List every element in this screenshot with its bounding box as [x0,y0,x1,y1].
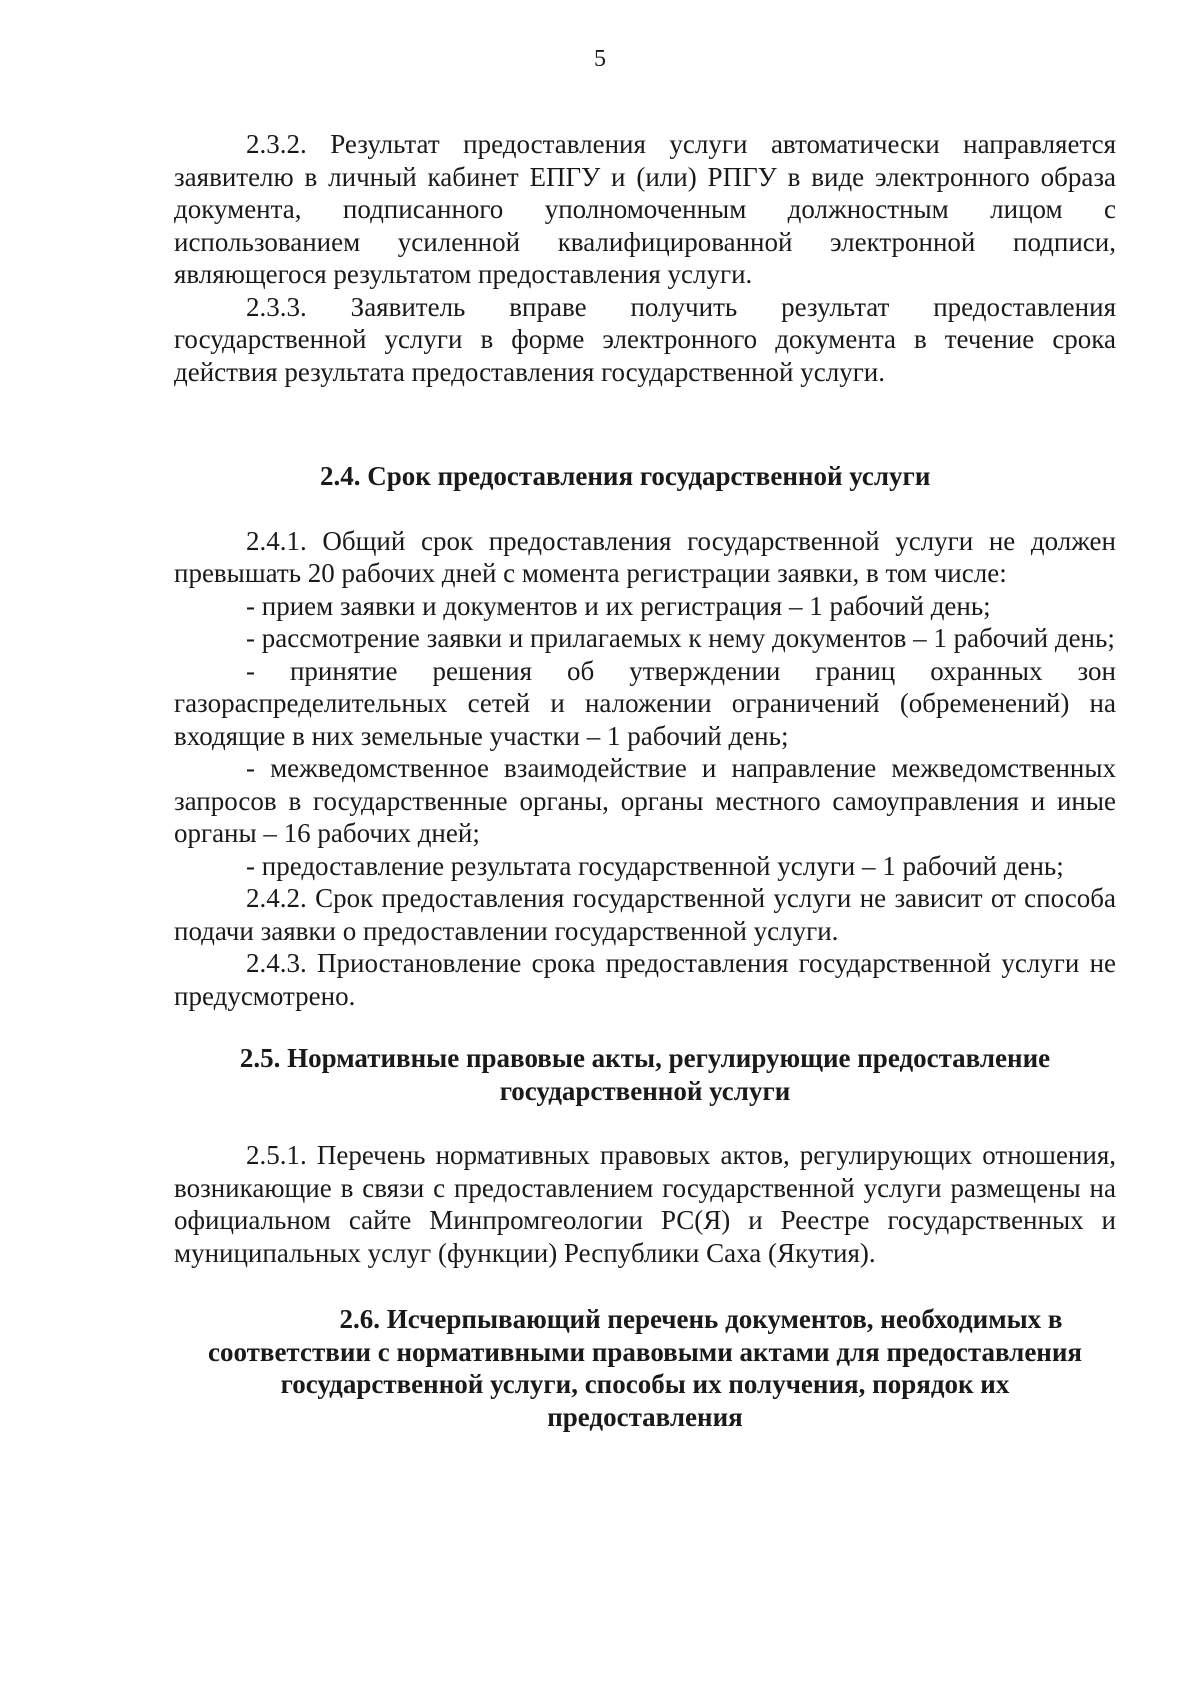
list-item-interagency: - межведомственное взаимодействие и направление межведомственных запросов в государственные органы, органы местного самоуправления и иные органы – 16 рабочих дней; [174,753,1116,848]
section-heading-2-5-line2: государственной услуги [499,1075,791,1106]
list-item-result: - предоставление результата государственной услуги – 1 рабочий день; [246,850,1064,881]
paragraph-2-5-1: 2.5.1. Перечень нормативных правовых актов, регулирующих отношения, возникающие в связи с предоставлением государственной услуги размещены на официальном сайте Минпромгеологии РС(Я) и Реестре государственных и муниципальных услуг (функции) Республики Саха (Якутия). [174,1140,1116,1268]
section-heading-2-6-line3: государственной услуги, способы их получения, порядок их [280,1369,1010,1399]
paragraph-2-3-3: 2.3.3. Заявитель вправе получить результат предоставления государственной услуги в форме электронного документа в течение срока действия результата предоставления государственной услуги. [174,291,1116,387]
section-heading-2-6-line1: 2.6. Исчерпывающий перечень документов, необходимых в [339,1304,1063,1334]
list-item-decision: - принятие решения об утверждении границ охранных зон газораспределительных сетей и наложении ограничений (обременений) на входящие в них земельные участки – 1 рабочий день; [174,655,1116,751]
section-heading-2-5-line1: 2.5. Нормативные правовые акты, регулирующие предоставление [239,1043,1051,1073]
section-heading-2-6-line4: предоставления [547,1401,743,1432]
section-heading-2-6 [174,1303,1116,1433]
section-heading-2-6-line2: соответствии с нормативными правовыми актами для предоставления [207,1336,1083,1367]
section-heading-2-5 [174,1042,1116,1107]
list-item-review: - рассмотрение заявки и прилагаемых к нему документов – 1 рабочий день; [246,623,1115,653]
paragraph-2-3-2: 2.3.2. Результат предоставления услуги автоматически направляется заявителю в личный кабинет ЕПГУ и (или) РПГУ в виде электронного образа документа, подписанного уполномоченным должностным лицом с использованием усиленной квалифицированной электронной подписи, являющегося результатом предоставления услуги. [174,129,1116,289]
paragraph-2-4-1: 2.4.1. Общий срок предоставления государственной услуги не должен превышать 20 рабочих дней с момента регистрации заявки, в том числе: [174,525,1116,588]
paragraph-2-4-3: 2.4.3. Приостановление срока предоставления государственной услуги не предусмотрено. [174,948,1116,1011]
document-body [174,128,1116,1433]
section-heading-2-4: 2.4. Срок предоставления государственной услуги [320,461,931,491]
page-number: 5 [594,46,606,72]
paragraph-2-4-2: 2.4.2. Срок предоставления государственной услуги не зависит от способа подачи заявки о предоставлении государственной услуги. [174,883,1116,946]
list-item-reception: - прием заявки и документов и их регистрация – 1 рабочий день; [246,590,991,621]
